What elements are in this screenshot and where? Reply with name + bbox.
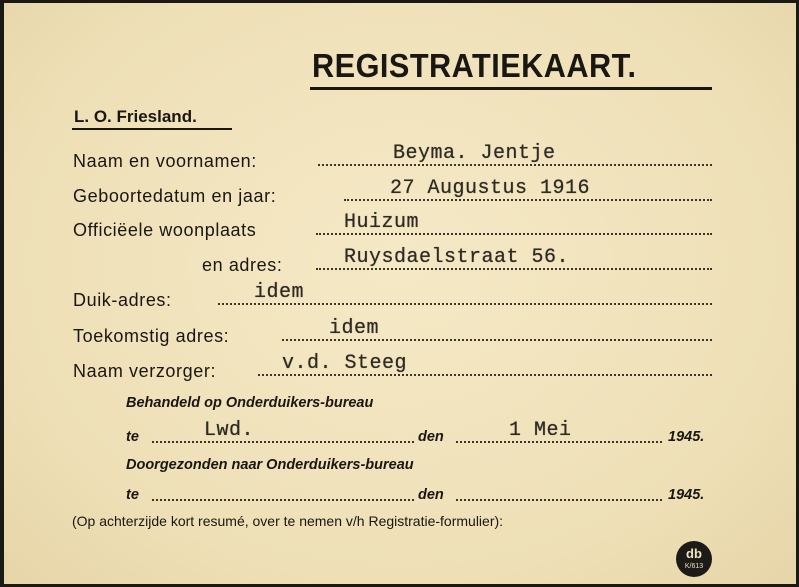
field-birth-value: 27 Augustus 1916 [390, 177, 591, 200]
treated-heading: Behandeld op Onderduikers-bureau [126, 395, 374, 411]
field-caretaker [4, 352, 796, 384]
seal-subtext: K/613 [684, 563, 704, 570]
forwarded-place-line [152, 499, 414, 501]
footer-note: (Op achterzijde kort resumé, over te nemen v/h Registratie-formulier): [72, 513, 504, 529]
field-caretaker-label: Naam verzorger: [73, 361, 217, 381]
field-hiding-address [4, 281, 796, 313]
field-birth-label: Geboortedatum en jaar: [73, 186, 277, 206]
forwarded-year: 1945. [668, 487, 705, 503]
forwarded-date-line [456, 499, 662, 501]
field-future-address [4, 317, 796, 349]
field-name-value: Beyma. Jentje [393, 142, 556, 165]
registration-card [4, 3, 796, 584]
field-address-value: Ruysdaelstraat 56. [344, 246, 570, 269]
treated-row [4, 419, 796, 451]
field-name [4, 142, 796, 174]
field-future-address-label: Toekomstig adres: [73, 326, 230, 346]
field-address [4, 246, 796, 278]
field-caretaker-value: v.d. Steeg [282, 352, 408, 375]
field-future-address-value: idem [329, 317, 380, 340]
forwarded-te-label: te [126, 487, 139, 503]
treated-place-line [152, 441, 414, 443]
field-residence-value: Huizum [344, 211, 420, 234]
treated-date-value: 1 Mei [509, 419, 572, 442]
treated-year: 1945. [668, 429, 705, 445]
field-birth [4, 177, 796, 209]
field-name-label: Naam en voornamen: [73, 151, 257, 171]
field-address-label: en adres: [202, 255, 283, 275]
treated-te-label: te [126, 429, 139, 445]
card-title: REGISTRATIEKAART. [312, 47, 637, 84]
seal-text: db [686, 546, 702, 561]
forwarded-heading: Doorgezonden naar Onderduikers-bureau [126, 457, 414, 473]
organisation-underline [72, 128, 232, 130]
field-residence-label: Officiëele woonplaats [73, 220, 257, 240]
treated-den-label: den [418, 429, 444, 445]
treated-place-value: Lwd. [204, 419, 255, 442]
field-hiding-address-label: Duik-adres: [73, 290, 172, 310]
forwarded-den-label: den [418, 487, 444, 503]
field-residence [4, 211, 796, 243]
title-underline [310, 87, 712, 90]
field-hiding-address-value: idem [254, 281, 305, 304]
organisation-name: L. O. Friesland. [74, 107, 197, 126]
printer-seal [676, 541, 712, 577]
forwarded-row [4, 483, 796, 509]
